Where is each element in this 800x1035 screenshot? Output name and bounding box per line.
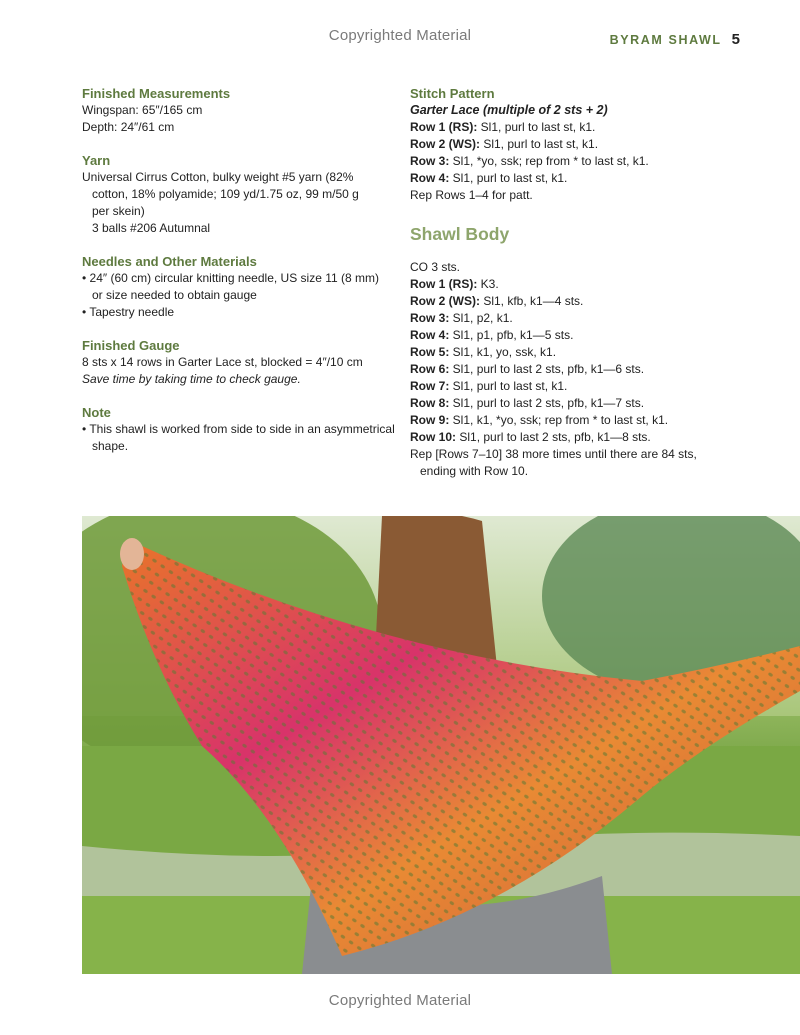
yarn-line-2: cotton, 18% polyamide; 109 yd/1.75 oz, 99 m/50 g bbox=[92, 187, 359, 201]
shawl-photo-illustration bbox=[82, 516, 800, 974]
needles-heading: Needles and Other Materials bbox=[82, 254, 257, 269]
body-repeat-line-1: Rep [Rows 7–10] 38 more times until there are 84 sts, bbox=[410, 447, 697, 461]
stitch-pattern-heading: Stitch Pattern bbox=[410, 86, 495, 101]
shawl-body-heading: Shawl Body bbox=[410, 224, 510, 244]
running-head bbox=[610, 31, 740, 48]
yarn-line-3: per skein) bbox=[92, 204, 145, 218]
note-line-1: • This shawl is worked from side to side in an asymmetrical bbox=[82, 422, 395, 436]
body-row: Row 8: Sl1, purl to last 2 sts, pfb, k1—7 sts. bbox=[410, 396, 645, 410]
finished-measurements-heading: Finished Measurements bbox=[82, 86, 231, 101]
body-row: Row 2 (WS): Sl1, kfb, k1—4 sts. bbox=[410, 294, 584, 308]
needles-bullet-2: • Tapestry needle bbox=[82, 305, 175, 319]
stitch-row: Row 2 (WS): Sl1, purl to last st, k1. bbox=[410, 137, 599, 151]
body-row: Row 1 (RS): K3. bbox=[410, 277, 499, 291]
needles-bullet-1-line-2: or size needed to obtain gauge bbox=[92, 288, 257, 302]
left-column bbox=[82, 85, 397, 471]
shawl-photo bbox=[82, 516, 800, 974]
yarn-heading: Yarn bbox=[82, 153, 111, 168]
note-line-2: shape. bbox=[92, 439, 129, 453]
stitch-row: Row 3: Sl1, *yo, ssk; rep from * to last st, k1. bbox=[410, 154, 649, 168]
yarn-line-4: 3 balls #206 Autumnal bbox=[92, 221, 211, 235]
body-row: Row 7: Sl1, purl to last st, k1. bbox=[410, 379, 568, 393]
yarn-line-1: Universal Cirrus Cotton, bulky weight #5 yarn (82% bbox=[82, 170, 354, 184]
body-row: Row 4: Sl1, p1, pfb, k1—5 sts. bbox=[410, 328, 574, 342]
gauge-section bbox=[82, 337, 397, 388]
needles-bullet-1-line-1: • 24″ (60 cm) circular knitting needle, US size 11 (8 mm) bbox=[82, 271, 379, 285]
depth-text: Depth: 24″/61 cm bbox=[82, 120, 175, 134]
body-row: Row 9: Sl1, k1, *yo, ssk; rep from * to last st, k1. bbox=[410, 413, 669, 427]
garter-lace-subheading: Garter Lace (multiple of 2 sts + 2) bbox=[410, 103, 608, 117]
body-row: Row 3: Sl1, p2, k1. bbox=[410, 311, 513, 325]
copyright-header: Copyrighted Material bbox=[328, 27, 472, 44]
yarn-section bbox=[82, 152, 397, 237]
note-section bbox=[82, 404, 397, 455]
gauge-heading: Finished Gauge bbox=[82, 338, 180, 353]
stitch-repeat: Rep Rows 1–4 for patt. bbox=[410, 188, 533, 202]
body-row: Row 6: Sl1, purl to last 2 sts, pfb, k1—6 sts. bbox=[410, 362, 645, 376]
right-column bbox=[410, 85, 740, 480]
finished-measurements-section bbox=[82, 85, 397, 136]
cast-on-text: CO 3 sts. bbox=[410, 260, 461, 274]
shawl-body-section bbox=[410, 223, 740, 480]
stitch-pattern-section bbox=[410, 85, 740, 204]
stitch-row: Row 4: Sl1, purl to last st, k1. bbox=[410, 171, 568, 185]
note-heading: Note bbox=[82, 405, 111, 420]
page-number: 5 bbox=[731, 31, 740, 48]
wingspan-text: Wingspan: 65″/165 cm bbox=[82, 103, 203, 117]
body-repeat-line-2: ending with Row 10. bbox=[420, 464, 529, 478]
stitch-row: Row 1 (RS): Sl1, purl to last st, k1. bbox=[410, 120, 596, 134]
copyright-footer: Copyrighted Material bbox=[328, 992, 472, 1009]
gauge-line-1: 8 sts x 14 rows in Garter Lace st, blocked = 4″/10 cm bbox=[82, 355, 363, 369]
running-title: BYRAM SHAWL bbox=[609, 33, 722, 47]
gauge-line-2: Save time by taking time to check gauge. bbox=[82, 372, 301, 386]
needles-section bbox=[82, 253, 397, 321]
body-row: Row 5: Sl1, k1, yo, ssk, k1. bbox=[410, 345, 557, 359]
body-row: Row 10: Sl1, purl to last 2 sts, pfb, k1—8 sts. bbox=[410, 430, 651, 444]
